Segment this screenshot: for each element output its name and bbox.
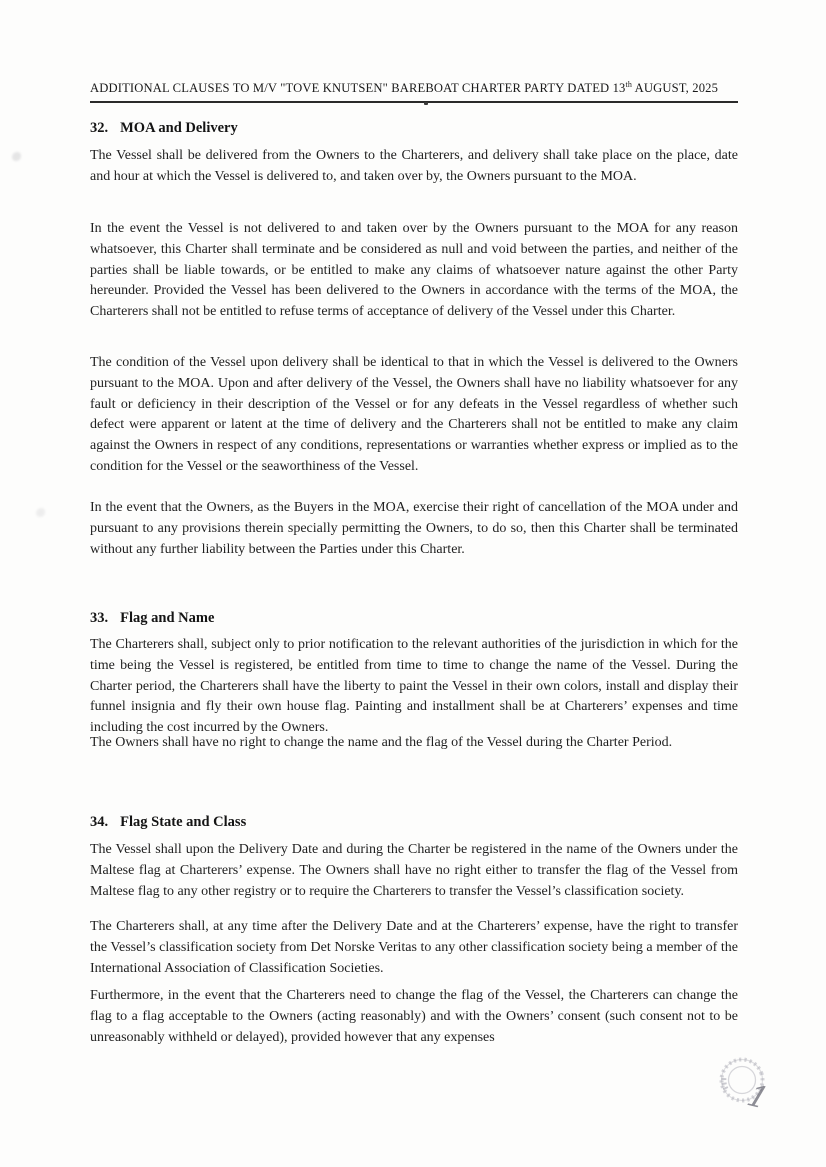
clause-32-paragraph-3: The condition of the Vessel upon delivery shall be identical to that in which the Vessel is delivered to the Owners pursuant to the MOA. Upon and after delivery of the Vessel, the Owners shall have no liability whatsoever for any fault or deficiency in their description of the Vessel or for any defeats in the Vessel regardless of whether such defect were apparent or latent at the time of delivery and the Charterers shall not be entitled to make any claim against the Owners in respect of any conditions, representations or warranties whether express or implied as to the condition for the Vessel or the seaworthiness of the Vessel. xyxy=(90,355,738,474)
clause-32-heading xyxy=(90,120,738,137)
scan-artifact-smudge xyxy=(12,152,21,161)
clause-32-paragraph-1: The Vessel shall be delivered from the Owners to the Charterers, and delivery shall take place on the place, date and hour at which the Vessel is delivered to, and taken over by, the Owners pursuant to the MOA. xyxy=(90,148,738,184)
clause-32-paragraph-4: In the event that the Owners, as the Buyers in the MOA, exercise their right of cancellation of the MOA under and pursuant to any provisions therein specially permitting the Owners, to do so, then this Charter shall be terminated without any further liability between the Parties under this Charter. xyxy=(90,500,738,557)
clause-title: Flag State and Class xyxy=(120,814,247,830)
clause-number: 33. xyxy=(90,610,109,626)
clause-33-paragraph-1: The Charterers shall, subject only to prior notification to the relevant authorities of the jurisdiction in which for the time being the Vessel is registered, be entitled from time to time to change the name of the Vessel. During the Charter period, the Charterers shall have the liberty to paint the Vessel in their own colors, install and display their funnel insignia and fly their own house flag. Painting and installment shall be at Charterers’ expenses and time including the cost incurred by the Owners. xyxy=(90,637,738,736)
header-ordinal-suffix: th xyxy=(625,80,633,89)
clause-32-paragraph-2: In the event the Vessel is not delivered to and taken over by the Owners pursuant to the MOA for any reason whatsoever, this Charter shall terminate and be considered as null and void between the parties, and neither of the parties shall be liable towards, or be entitled to make any claims of whatsoever nature against the other Party hereunder. Provided the Vessel has been delivered to the Owners in accordance with the terms of the MOA, the Charterers shall not be entitled to refuse terms of acceptance of delivery of the Vessel under this Charter. xyxy=(90,221,738,320)
clause-title: MOA and Delivery xyxy=(120,120,238,136)
clause-33-heading xyxy=(90,610,738,627)
clause-number: 34. xyxy=(90,814,109,830)
clause-34-paragraph-2: The Charterers shall, at any time after the Delivery Date and at the Charterers’ expense, have the right to transfer the Vessel’s classification society from Det Norske Veritas to any other classification society being a member of the International Association of Classification Societies. xyxy=(90,919,738,976)
document-title-header xyxy=(90,80,738,103)
handwritten-page-number: 1 xyxy=(742,1078,774,1117)
header-text: ADDITIONAL CLAUSES TO M/V "TOVE KNUTSEN" BAREBOAT CHARTER PARTY DATED 13 xyxy=(90,81,626,96)
clause-34-heading xyxy=(90,814,738,831)
clause-33-paragraph-2: The Owners shall have no right to change the name and the flag of the Vessel during the Charter Period. xyxy=(90,735,673,750)
header-text-date: AUGUST, 2025 xyxy=(632,81,719,96)
scan-artifact-dot xyxy=(424,102,428,105)
clause-34-paragraph-3: Furthermore, in the event that the Charterers need to change the flag of the Vessel, the Charterers can change the flag to a flag acceptable to the Owners (acting reasonably) and with the Owners’ consent (such consent not to be unreasonably withheld or delayed), provided however that any expenses xyxy=(90,988,738,1045)
scan-artifact-smudge xyxy=(36,508,45,517)
clause-34-paragraph-1: The Vessel shall upon the Delivery Date and during the Charter be registered in the name of the Owners under the Maltese flag at Charterers’ expense. The Owners shall have no right either to transfer the flag of the Vessel from Maltese flag to any other registry or to require the Charterers to transfer the Vessel’s classification society. xyxy=(90,842,738,899)
clause-number: 32. xyxy=(90,120,109,136)
clause-title: Flag and Name xyxy=(120,610,215,626)
